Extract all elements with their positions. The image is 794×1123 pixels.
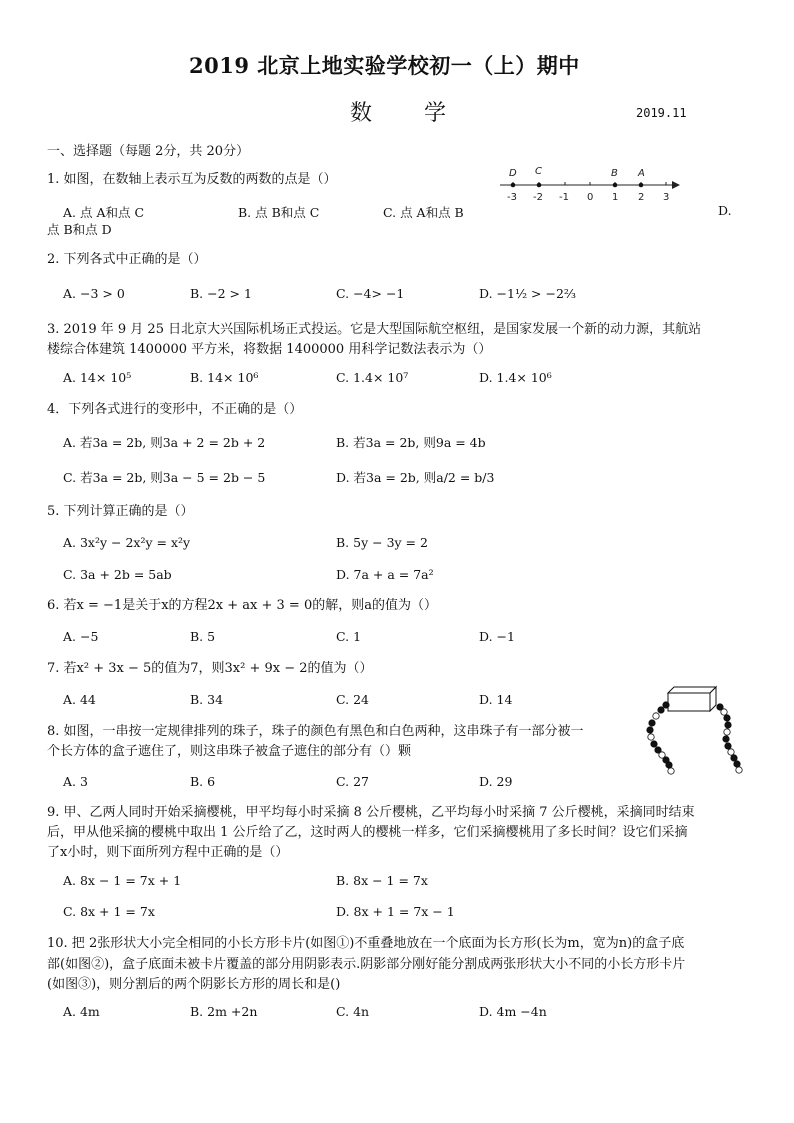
question-9-stem-line2: 后，甲从他采摘的樱桃中取出 1 公斤给了乙，这时两人的樱桃一样多，它们采摘樱桃用了多长时间？设它们采摘 xyxy=(47,825,688,840)
q2-option-c[interactable]: C. −4> −1 xyxy=(336,286,405,301)
bead-black xyxy=(651,741,657,747)
q1-option-d[interactable]: D. xyxy=(718,203,732,218)
question-2-stem: 2. 下列各式中正确的是（） xyxy=(47,252,207,267)
tick-label: 2 xyxy=(638,192,645,203)
exam-date: 2019.11 xyxy=(636,106,687,120)
box-icon xyxy=(668,687,716,711)
q4-option-c[interactable]: C. 若3a = 2b, 则3a − 5 = 2b − 5 xyxy=(63,470,266,485)
bead-white xyxy=(721,709,727,715)
q5-option-b[interactable]: B. 5y − 3y = 2 xyxy=(336,535,428,550)
bead-white xyxy=(668,768,674,774)
bead-black xyxy=(663,702,669,708)
q8-option-a[interactable]: A. 3 xyxy=(63,774,88,789)
q4-option-a[interactable]: A. 若3a = 2b, 则3a + 2 = 2b + 2 xyxy=(63,435,266,450)
point-c-dot xyxy=(537,183,542,188)
question-7-stem: 7. 若x² + 3x − 5的值为7，则3x² + 9x − 2的值为（） xyxy=(47,661,373,676)
point-d-dot xyxy=(511,183,516,188)
q10-option-d[interactable]: D. 4m −4n xyxy=(479,1004,547,1019)
q2-option-a[interactable]: A. −3 > 0 xyxy=(63,286,125,301)
number-line-arrow xyxy=(672,181,680,189)
q10-option-a[interactable]: A. 4m xyxy=(63,1004,100,1019)
bead-black xyxy=(724,715,730,721)
q5-option-d[interactable]: D. 7a + a = 7a² xyxy=(336,567,434,582)
q1-option-d-text: 点 B和点 D xyxy=(47,222,112,237)
q1-option-b[interactable]: B. 点 B和点 C xyxy=(238,205,320,220)
question-8-stem-line1: 8. 如图，一串按一定规律排列的珠子，珠子的颜色有黑色和白色两种，这串珠子有一部分被一 xyxy=(47,724,584,739)
subject-char-2: 学 xyxy=(424,101,447,126)
point-b-dot xyxy=(613,183,618,188)
tick-label: 1 xyxy=(612,192,619,203)
q10-option-b[interactable]: B. 2m +2n xyxy=(190,1004,258,1019)
q8-option-d[interactable]: D. 29 xyxy=(479,774,513,789)
bead-black xyxy=(723,736,729,742)
q6-option-c[interactable]: C. 1 xyxy=(336,629,362,644)
q3-option-c[interactable]: C. 1.4× 10⁷ xyxy=(336,370,409,385)
q8-option-b[interactable]: B. 6 xyxy=(190,774,216,789)
q6-option-a[interactable]: A. −5 xyxy=(63,629,99,644)
q5-option-c[interactable]: C. 3a + 2b = 5ab xyxy=(63,567,172,582)
question-1-stem: 1. 如图，在数轴上表示互为反数的两数的点是（） xyxy=(47,172,337,187)
point-label-a: A xyxy=(638,168,645,179)
bead-black xyxy=(647,727,653,733)
tick-label: -2 xyxy=(533,192,543,203)
point-label-b: B xyxy=(611,168,618,179)
q9-option-c[interactable]: C. 8x + 1 = 7x xyxy=(63,904,155,919)
bead-white xyxy=(653,713,659,719)
q3-option-b[interactable]: B. 14× 10⁶ xyxy=(190,370,259,385)
subject-char-1: 数 xyxy=(350,101,373,126)
question-8-stem-line2: 个长方体的盒子遮住了，则这串珠子被盒子遮住的部分有（）颗 xyxy=(47,744,412,759)
q1-option-c[interactable]: C. 点 A和点 B xyxy=(383,205,464,220)
q7-option-d[interactable]: D. 14 xyxy=(479,692,513,707)
bead-black xyxy=(725,743,731,749)
bead-black xyxy=(658,707,664,713)
q3-option-a[interactable]: A. 14× 10⁵ xyxy=(63,370,132,385)
bead-chain xyxy=(647,702,742,774)
question-10-stem-line2: 部(如图②)，盒子底面未被卡片覆盖的部分用阴影表示.阴影部分刚好能分割成两张形状大小不同的小长方形卡片 xyxy=(47,957,686,972)
q4-option-b[interactable]: B. 若3a = 2b, 则9a = 4b xyxy=(336,435,486,450)
question-4-stem: 4．下列各式进行的变形中，不正确的是（） xyxy=(47,402,303,417)
question-3-stem-line2: 楼综合体建筑 1400000 平方米，将数据 1400000 用科学记数法表示为（） xyxy=(47,342,492,357)
q5-option-a[interactable]: A. 3x²y − 2x²y = x²y xyxy=(63,535,191,550)
q7-option-c[interactable]: C. 24 xyxy=(336,692,369,707)
q2-option-b[interactable]: B. −2 > 1 xyxy=(190,286,252,301)
tick-label: 0 xyxy=(587,192,594,203)
q3-option-d[interactable]: D. 1.4× 10⁶ xyxy=(479,370,552,385)
q2-option-d[interactable]: D. −1½ > −2⅔ xyxy=(479,286,577,301)
bead-white xyxy=(648,734,654,740)
bead-white xyxy=(736,767,742,773)
bead-black xyxy=(731,755,737,761)
number-line-figure xyxy=(495,160,685,204)
point-label-d: D xyxy=(509,168,517,179)
question-9-stem-line3: 了x小时，则下面所列方程中正确的是（） xyxy=(47,845,289,860)
q9-option-a[interactable]: A. 8x − 1 = 7x + 1 xyxy=(63,873,182,888)
bead-white xyxy=(728,749,734,755)
question-10-stem-line1: 10. 把 2张形状大小完全相同的小长方形卡片(如图①)不重叠地放在一个底面为长方形(长为m，宽为n)的盒子底 xyxy=(47,936,685,951)
question-3-stem-line1: 3. 2019 年 9 月 25 日北京大兴国际机场正式投运。它是大型国际航空枢纽，是国家发展一个新的动力源，其航站 xyxy=(47,322,702,337)
point-label-c: C xyxy=(535,166,542,177)
point-a-dot xyxy=(639,183,644,188)
tick-label: 3 xyxy=(663,192,670,203)
bead-string-figure xyxy=(640,683,750,778)
tick-label: -3 xyxy=(507,192,517,203)
tick-label: -1 xyxy=(559,192,569,203)
bead-black xyxy=(725,722,731,728)
q4-option-d[interactable]: D. 若3a = 2b, 则a/2 = b/3 xyxy=(336,470,495,485)
question-10-stem-line3: (如图③)，则分割后的两个阴影长方形的周长和是() xyxy=(47,977,341,992)
q10-option-c[interactable]: C. 4n xyxy=(336,1004,370,1019)
question-9-stem-line1: 9. 甲、乙两人同时开始采摘樱桃，甲平均每小时采摘 8 公斤樱桃，乙平均每小时采摘 7 公斤樱桃，采摘同时结束 xyxy=(47,805,695,820)
bead-black xyxy=(666,762,672,768)
q7-option-a[interactable]: A. 44 xyxy=(63,692,96,707)
q8-option-c[interactable]: C. 27 xyxy=(336,774,369,789)
page-title: 2019 北京上地实验学校初一（上）期中 xyxy=(189,53,580,78)
q6-option-d[interactable]: D. −1 xyxy=(479,629,515,644)
question-6-stem: 6. 若x = −1是关于x的方程2x + ax + 3 = 0的解，则a的值为（） xyxy=(47,598,437,613)
q9-option-b[interactable]: B. 8x − 1 = 7x xyxy=(336,873,428,888)
question-5-stem: 5. 下列计算正确的是（） xyxy=(47,504,194,519)
bead-black xyxy=(649,720,655,726)
bead-black xyxy=(734,761,740,767)
section-heading: 一、选择题（每题 2分，共 20分） xyxy=(47,144,250,159)
q9-option-d[interactable]: D. 8x + 1 = 7x − 1 xyxy=(336,904,455,919)
q7-option-b[interactable]: B. 34 xyxy=(190,692,224,707)
q1-option-a[interactable]: A. 点 A和点 C xyxy=(63,205,145,220)
q6-option-b[interactable]: B. 5 xyxy=(190,629,216,644)
bead-white xyxy=(724,729,730,735)
